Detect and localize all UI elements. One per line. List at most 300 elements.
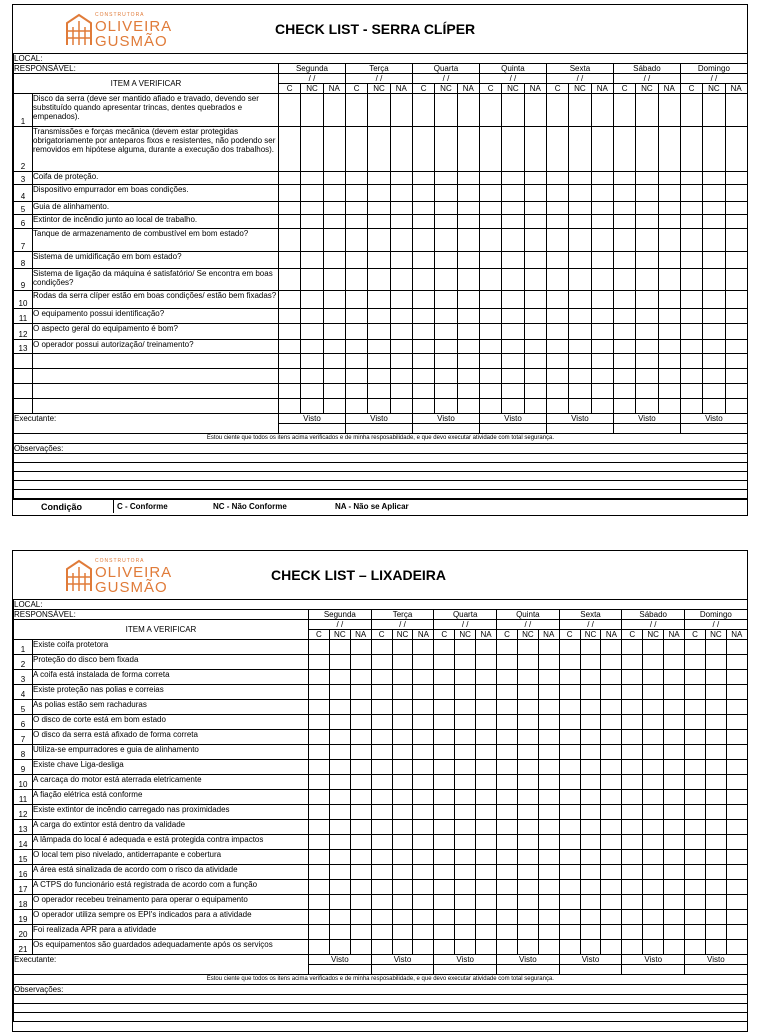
check-cell[interactable] xyxy=(412,324,434,340)
check-cell[interactable] xyxy=(497,820,518,835)
check-cell[interactable] xyxy=(413,820,434,835)
check-cell[interactable] xyxy=(368,340,390,354)
check-cell[interactable] xyxy=(457,185,479,202)
check-cell[interactable] xyxy=(345,185,367,202)
check-cell[interactable] xyxy=(279,340,301,354)
check-cell[interactable] xyxy=(479,291,501,309)
check-cell[interactable] xyxy=(301,202,323,215)
check-cell[interactable] xyxy=(435,384,457,399)
check-cell[interactable] xyxy=(279,369,301,384)
check-cell[interactable] xyxy=(434,790,455,805)
check-cell[interactable] xyxy=(703,369,725,384)
check-cell[interactable] xyxy=(546,94,568,127)
check-cell[interactable] xyxy=(309,865,330,880)
check-cell[interactable] xyxy=(345,269,367,291)
check-cell[interactable] xyxy=(546,127,568,172)
date-field[interactable]: / / xyxy=(622,620,685,630)
visto-field[interactable] xyxy=(685,965,748,975)
check-cell[interactable] xyxy=(392,745,413,760)
check-cell[interactable] xyxy=(538,940,559,955)
check-cell[interactable] xyxy=(591,202,613,215)
check-cell[interactable] xyxy=(345,354,367,369)
check-cell[interactable] xyxy=(435,369,457,384)
check-cell[interactable] xyxy=(479,202,501,215)
check-cell[interactable] xyxy=(726,880,747,895)
check-cell[interactable] xyxy=(350,775,371,790)
check-cell[interactable] xyxy=(435,127,457,172)
check-cell[interactable] xyxy=(538,910,559,925)
check-cell[interactable] xyxy=(476,880,497,895)
check-cell[interactable] xyxy=(685,820,706,835)
visto-field[interactable] xyxy=(479,424,546,434)
check-cell[interactable] xyxy=(392,865,413,880)
check-cell[interactable] xyxy=(726,925,747,940)
date-field[interactable]: / / xyxy=(680,74,747,84)
check-cell[interactable] xyxy=(591,309,613,324)
check-cell[interactable] xyxy=(703,215,725,229)
check-cell[interactable] xyxy=(413,700,434,715)
check-cell[interactable] xyxy=(613,127,635,172)
check-cell[interactable] xyxy=(455,670,476,685)
check-cell[interactable] xyxy=(559,820,580,835)
check-cell[interactable] xyxy=(434,850,455,865)
check-cell[interactable] xyxy=(301,340,323,354)
observacoes-line[interactable] xyxy=(14,1013,748,1022)
check-cell[interactable] xyxy=(559,910,580,925)
check-cell[interactable] xyxy=(580,910,601,925)
check-cell[interactable] xyxy=(636,94,658,127)
observacoes-line[interactable] xyxy=(14,463,748,472)
check-cell[interactable] xyxy=(476,910,497,925)
check-cell[interactable] xyxy=(413,685,434,700)
check-cell[interactable] xyxy=(434,865,455,880)
check-cell[interactable] xyxy=(329,790,350,805)
check-cell[interactable] xyxy=(705,805,726,820)
check-cell[interactable] xyxy=(725,399,747,414)
check-cell[interactable] xyxy=(455,655,476,670)
check-cell[interactable] xyxy=(502,369,524,384)
check-cell[interactable] xyxy=(705,730,726,745)
check-cell[interactable] xyxy=(434,895,455,910)
check-cell[interactable] xyxy=(455,880,476,895)
check-cell[interactable] xyxy=(392,685,413,700)
check-cell[interactable] xyxy=(680,94,702,127)
check-cell[interactable] xyxy=(309,805,330,820)
check-cell[interactable] xyxy=(538,700,559,715)
check-cell[interactable] xyxy=(559,685,580,700)
check-cell[interactable] xyxy=(725,369,747,384)
check-cell[interactable] xyxy=(457,172,479,185)
check-cell[interactable] xyxy=(664,760,685,775)
check-cell[interactable] xyxy=(636,202,658,215)
check-cell[interactable] xyxy=(725,340,747,354)
check-cell[interactable] xyxy=(413,775,434,790)
check-cell[interactable] xyxy=(546,324,568,340)
local-field[interactable]: LOCAL: xyxy=(14,600,748,610)
check-cell[interactable] xyxy=(279,399,301,414)
check-cell[interactable] xyxy=(434,670,455,685)
check-cell[interactable] xyxy=(685,835,706,850)
check-cell[interactable] xyxy=(301,185,323,202)
check-cell[interactable] xyxy=(643,835,664,850)
check-cell[interactable] xyxy=(685,760,706,775)
check-cell[interactable] xyxy=(685,865,706,880)
check-cell[interactable] xyxy=(636,384,658,399)
observacoes-line[interactable] xyxy=(14,481,748,490)
check-cell[interactable] xyxy=(413,880,434,895)
check-cell[interactable] xyxy=(726,805,747,820)
observacoes-line[interactable] xyxy=(14,472,748,481)
check-cell[interactable] xyxy=(476,835,497,850)
check-cell[interactable] xyxy=(476,760,497,775)
check-cell[interactable] xyxy=(538,745,559,760)
check-cell[interactable] xyxy=(601,655,622,670)
check-cell[interactable] xyxy=(622,760,643,775)
check-cell[interactable] xyxy=(613,369,635,384)
check-cell[interactable] xyxy=(685,670,706,685)
check-cell[interactable] xyxy=(685,805,706,820)
check-cell[interactable] xyxy=(309,925,330,940)
check-cell[interactable] xyxy=(413,715,434,730)
check-cell[interactable] xyxy=(680,309,702,324)
check-cell[interactable] xyxy=(497,715,518,730)
check-cell[interactable] xyxy=(538,775,559,790)
check-cell[interactable] xyxy=(538,685,559,700)
check-cell[interactable] xyxy=(329,730,350,745)
check-cell[interactable] xyxy=(390,215,412,229)
check-cell[interactable] xyxy=(524,229,546,252)
check-cell[interactable] xyxy=(390,309,412,324)
check-cell[interactable] xyxy=(435,309,457,324)
check-cell[interactable] xyxy=(479,185,501,202)
check-cell[interactable] xyxy=(538,835,559,850)
check-cell[interactable] xyxy=(323,94,345,127)
check-cell[interactable] xyxy=(455,895,476,910)
check-cell[interactable] xyxy=(457,229,479,252)
check-cell[interactable] xyxy=(457,94,479,127)
check-cell[interactable] xyxy=(502,354,524,369)
check-cell[interactable] xyxy=(434,655,455,670)
check-cell[interactable] xyxy=(350,895,371,910)
check-cell[interactable] xyxy=(680,399,702,414)
check-cell[interactable] xyxy=(435,324,457,340)
check-cell[interactable] xyxy=(601,865,622,880)
check-cell[interactable] xyxy=(705,850,726,865)
check-cell[interactable] xyxy=(412,215,434,229)
check-cell[interactable] xyxy=(703,384,725,399)
check-cell[interactable] xyxy=(622,835,643,850)
check-cell[interactable] xyxy=(412,94,434,127)
check-cell[interactable] xyxy=(546,252,568,269)
check-cell[interactable] xyxy=(301,291,323,309)
check-cell[interactable] xyxy=(413,895,434,910)
check-cell[interactable] xyxy=(658,215,680,229)
check-cell[interactable] xyxy=(350,865,371,880)
check-cell[interactable] xyxy=(622,850,643,865)
check-cell[interactable] xyxy=(580,850,601,865)
check-cell[interactable] xyxy=(350,700,371,715)
check-cell[interactable] xyxy=(580,670,601,685)
check-cell[interactable] xyxy=(390,229,412,252)
check-cell[interactable] xyxy=(345,252,367,269)
check-cell[interactable] xyxy=(323,229,345,252)
check-cell[interactable] xyxy=(636,269,658,291)
check-cell[interactable] xyxy=(726,745,747,760)
check-cell[interactable] xyxy=(479,309,501,324)
check-cell[interactable] xyxy=(345,309,367,324)
check-cell[interactable] xyxy=(569,354,591,369)
check-cell[interactable] xyxy=(601,790,622,805)
check-cell[interactable] xyxy=(546,340,568,354)
check-cell[interactable] xyxy=(705,880,726,895)
check-cell[interactable] xyxy=(658,369,680,384)
check-cell[interactable] xyxy=(345,127,367,172)
check-cell[interactable] xyxy=(435,252,457,269)
check-cell[interactable] xyxy=(622,685,643,700)
check-cell[interactable] xyxy=(434,700,455,715)
check-cell[interactable] xyxy=(705,700,726,715)
check-cell[interactable] xyxy=(455,940,476,955)
check-cell[interactable] xyxy=(350,670,371,685)
check-cell[interactable] xyxy=(524,269,546,291)
check-cell[interactable] xyxy=(435,185,457,202)
check-cell[interactable] xyxy=(413,865,434,880)
check-cell[interactable] xyxy=(517,715,538,730)
check-cell[interactable] xyxy=(502,127,524,172)
check-cell[interactable] xyxy=(622,865,643,880)
check-cell[interactable] xyxy=(329,835,350,850)
check-cell[interactable] xyxy=(636,185,658,202)
check-cell[interactable] xyxy=(664,895,685,910)
check-cell[interactable] xyxy=(392,670,413,685)
check-cell[interactable] xyxy=(371,850,392,865)
check-cell[interactable] xyxy=(703,127,725,172)
check-cell[interactable] xyxy=(392,730,413,745)
check-cell[interactable] xyxy=(601,940,622,955)
check-cell[interactable] xyxy=(392,925,413,940)
check-cell[interactable] xyxy=(413,940,434,955)
check-cell[interactable] xyxy=(726,655,747,670)
check-cell[interactable] xyxy=(546,172,568,185)
check-cell[interactable] xyxy=(392,655,413,670)
check-cell[interactable] xyxy=(479,127,501,172)
check-cell[interactable] xyxy=(323,309,345,324)
check-cell[interactable] xyxy=(703,185,725,202)
check-cell[interactable] xyxy=(538,865,559,880)
check-cell[interactable] xyxy=(517,775,538,790)
check-cell[interactable] xyxy=(658,172,680,185)
check-cell[interactable] xyxy=(569,340,591,354)
check-cell[interactable] xyxy=(569,369,591,384)
check-cell[interactable] xyxy=(368,185,390,202)
check-cell[interactable] xyxy=(345,369,367,384)
check-cell[interactable] xyxy=(497,745,518,760)
check-cell[interactable] xyxy=(457,215,479,229)
check-cell[interactable] xyxy=(279,291,301,309)
visto-field[interactable] xyxy=(434,965,497,975)
check-cell[interactable] xyxy=(601,670,622,685)
check-cell[interactable] xyxy=(502,229,524,252)
check-cell[interactable] xyxy=(329,910,350,925)
check-cell[interactable] xyxy=(502,324,524,340)
check-cell[interactable] xyxy=(457,324,479,340)
check-cell[interactable] xyxy=(301,269,323,291)
check-cell[interactable] xyxy=(680,354,702,369)
check-cell[interactable] xyxy=(538,850,559,865)
check-cell[interactable] xyxy=(685,655,706,670)
check-cell[interactable] xyxy=(455,760,476,775)
check-cell[interactable] xyxy=(685,790,706,805)
check-cell[interactable] xyxy=(368,229,390,252)
check-cell[interactable] xyxy=(279,185,301,202)
blank-cell[interactable] xyxy=(33,369,279,384)
check-cell[interactable] xyxy=(580,655,601,670)
check-cell[interactable] xyxy=(455,790,476,805)
check-cell[interactable] xyxy=(559,730,580,745)
check-cell[interactable] xyxy=(323,354,345,369)
check-cell[interactable] xyxy=(601,685,622,700)
date-field[interactable]: / / xyxy=(685,620,748,630)
check-cell[interactable] xyxy=(435,215,457,229)
check-cell[interactable] xyxy=(279,354,301,369)
check-cell[interactable] xyxy=(601,760,622,775)
check-cell[interactable] xyxy=(497,895,518,910)
check-cell[interactable] xyxy=(329,655,350,670)
check-cell[interactable] xyxy=(435,399,457,414)
date-field[interactable]: / / xyxy=(345,74,412,84)
check-cell[interactable] xyxy=(703,94,725,127)
check-cell[interactable] xyxy=(301,127,323,172)
check-cell[interactable] xyxy=(546,269,568,291)
check-cell[interactable] xyxy=(345,215,367,229)
check-cell[interactable] xyxy=(580,865,601,880)
check-cell[interactable] xyxy=(546,215,568,229)
check-cell[interactable] xyxy=(636,229,658,252)
check-cell[interactable] xyxy=(524,384,546,399)
check-cell[interactable] xyxy=(643,940,664,955)
check-cell[interactable] xyxy=(524,94,546,127)
check-cell[interactable] xyxy=(323,172,345,185)
check-cell[interactable] xyxy=(371,700,392,715)
check-cell[interactable] xyxy=(517,685,538,700)
check-cell[interactable] xyxy=(703,269,725,291)
check-cell[interactable] xyxy=(643,640,664,655)
date-field[interactable]: / / xyxy=(559,620,622,630)
check-cell[interactable] xyxy=(643,655,664,670)
check-cell[interactable] xyxy=(580,775,601,790)
check-cell[interactable] xyxy=(703,202,725,215)
check-cell[interactable] xyxy=(412,252,434,269)
check-cell[interactable] xyxy=(350,910,371,925)
check-cell[interactable] xyxy=(497,760,518,775)
visto-field[interactable] xyxy=(371,965,434,975)
check-cell[interactable] xyxy=(658,399,680,414)
check-cell[interactable] xyxy=(476,790,497,805)
check-cell[interactable] xyxy=(643,880,664,895)
check-cell[interactable] xyxy=(309,655,330,670)
check-cell[interactable] xyxy=(664,865,685,880)
check-cell[interactable] xyxy=(636,369,658,384)
date-field[interactable]: / / xyxy=(434,620,497,630)
check-cell[interactable] xyxy=(502,172,524,185)
check-cell[interactable] xyxy=(412,291,434,309)
check-cell[interactable] xyxy=(309,940,330,955)
check-cell[interactable] xyxy=(569,324,591,340)
check-cell[interactable] xyxy=(680,127,702,172)
check-cell[interactable] xyxy=(329,895,350,910)
check-cell[interactable] xyxy=(476,805,497,820)
check-cell[interactable] xyxy=(392,850,413,865)
check-cell[interactable] xyxy=(502,291,524,309)
check-cell[interactable] xyxy=(658,185,680,202)
check-cell[interactable] xyxy=(622,910,643,925)
check-cell[interactable] xyxy=(685,910,706,925)
check-cell[interactable] xyxy=(309,820,330,835)
check-cell[interactable] xyxy=(559,925,580,940)
check-cell[interactable] xyxy=(479,229,501,252)
check-cell[interactable] xyxy=(413,910,434,925)
check-cell[interactable] xyxy=(685,940,706,955)
check-cell[interactable] xyxy=(371,865,392,880)
check-cell[interactable] xyxy=(412,399,434,414)
check-cell[interactable] xyxy=(392,805,413,820)
check-cell[interactable] xyxy=(323,399,345,414)
check-cell[interactable] xyxy=(601,880,622,895)
check-cell[interactable] xyxy=(580,745,601,760)
check-cell[interactable] xyxy=(345,384,367,399)
check-cell[interactable] xyxy=(726,940,747,955)
check-cell[interactable] xyxy=(434,805,455,820)
check-cell[interactable] xyxy=(455,745,476,760)
check-cell[interactable] xyxy=(329,805,350,820)
check-cell[interactable] xyxy=(435,269,457,291)
check-cell[interactable] xyxy=(371,910,392,925)
check-cell[interactable] xyxy=(434,835,455,850)
check-cell[interactable] xyxy=(368,324,390,340)
check-cell[interactable] xyxy=(580,835,601,850)
check-cell[interactable] xyxy=(301,172,323,185)
check-cell[interactable] xyxy=(497,940,518,955)
responsavel-field[interactable]: RESPONSÁVEL: xyxy=(14,610,309,620)
check-cell[interactable] xyxy=(497,700,518,715)
check-cell[interactable] xyxy=(643,850,664,865)
check-cell[interactable] xyxy=(725,384,747,399)
check-cell[interactable] xyxy=(455,730,476,745)
check-cell[interactable] xyxy=(434,925,455,940)
check-cell[interactable] xyxy=(622,715,643,730)
check-cell[interactable] xyxy=(680,172,702,185)
check-cell[interactable] xyxy=(559,745,580,760)
check-cell[interactable] xyxy=(323,291,345,309)
check-cell[interactable] xyxy=(390,202,412,215)
check-cell[interactable] xyxy=(329,865,350,880)
check-cell[interactable] xyxy=(685,850,706,865)
check-cell[interactable] xyxy=(279,252,301,269)
date-field[interactable]: / / xyxy=(371,620,434,630)
check-cell[interactable] xyxy=(546,202,568,215)
check-cell[interactable] xyxy=(371,730,392,745)
check-cell[interactable] xyxy=(309,685,330,700)
executante-field[interactable]: Executante: xyxy=(14,955,309,975)
check-cell[interactable] xyxy=(524,340,546,354)
check-cell[interactable] xyxy=(517,940,538,955)
check-cell[interactable] xyxy=(301,94,323,127)
check-cell[interactable] xyxy=(455,685,476,700)
date-field[interactable]: / / xyxy=(309,620,372,630)
check-cell[interactable] xyxy=(392,700,413,715)
check-cell[interactable] xyxy=(726,910,747,925)
check-cell[interactable] xyxy=(390,324,412,340)
